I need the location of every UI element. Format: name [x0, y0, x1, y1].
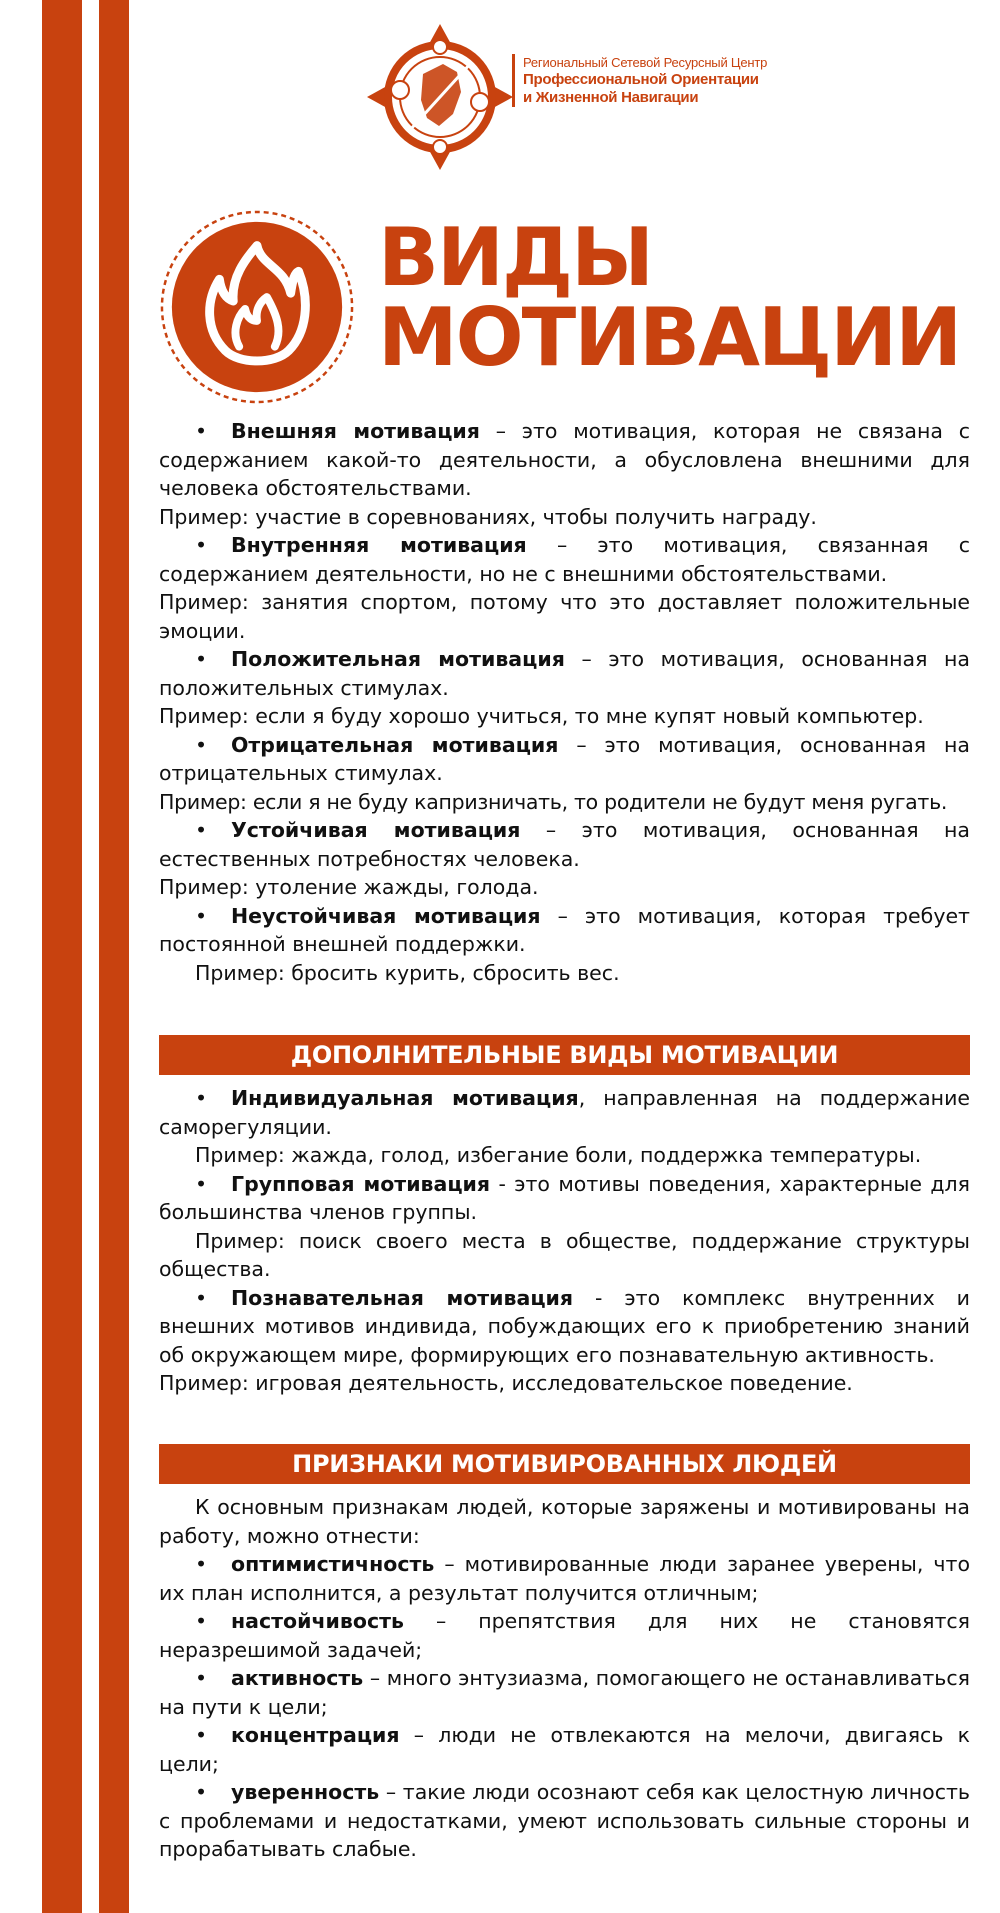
list-item: • Неустойчивая мотивация – это мотивация, которая требует постоянной внешней поддержки. [159, 903, 971, 956]
list-item: • настойчивость – препятствия для них не становятся неразрешимой задачей; [159, 1609, 970, 1662]
example-text: Пример: игровая деятельность, исследовательское поведение. [159, 1371, 853, 1395]
intro-text: К основным признакам людей, которые заряжены и мотивированы на работу, можно отнести: [159, 1495, 970, 1548]
list-item: • Отрицательная мотивация – это мотивация, основанная на отрицательных стимулах. [159, 732, 970, 785]
title-line-1: ВИДЫ [378, 211, 653, 304]
list-item: • концентрация – люди не отвлекаются на мелочи, двигаясь к цели; [159, 1723, 970, 1776]
signs-list [159, 1493, 970, 1864]
compass-logo-icon [365, 22, 515, 172]
list-item: • Положительная мотивация – это мотивация, основанная на положительных стимулах. [159, 647, 970, 700]
list-item: • Внутренняя мотивация – это мотивация, связанная с содержанием деятельности, но не с внешними обстоятельствами. [159, 533, 971, 586]
section-heading-additional: ДОПОЛНИТЕЛЬНЫЕ ВИДЫ МОТИВАЦИИ [159, 1035, 970, 1075]
decorative-stripe-left [42, 0, 82, 1913]
example-text: Пример: жажда, голод, избегание боли, поддержка температуры. [195, 1143, 922, 1167]
org-line-1: Региональный Сетевой Ресурсный Центр [523, 55, 768, 70]
example-text: Пример: участие в соревнованиях, чтобы получить награду. [159, 504, 817, 529]
section-heading-signs: ПРИЗНАКИ МОТИВИРОВАННЫХ ЛЮДЕЙ [159, 1444, 970, 1484]
org-line-3: и Жизненной Навигации [523, 89, 699, 106]
list-item: • уверенность – такие люди осознают себя как целостную личность с проблемами и недостатками, умеют использовать сильные стороны и прорабатывать слабые. [159, 1780, 970, 1861]
list-item: • Групповая мотивация - это мотивы поведения, характерные для большинства членов группы. [159, 1171, 970, 1224]
org-line-2: Профессиональной Ориентации [523, 71, 759, 88]
additional-types-list [159, 1084, 970, 1398]
example-text: Пример: поиск своего места в обществе, поддержание структуры общества. [159, 1228, 970, 1281]
decorative-stripe-right [99, 0, 129, 1913]
list-item: • Индивидуальная мотивация, направленная на поддержание саморегуляции. [159, 1086, 971, 1139]
example-text: Пример: утоление жажды, голода. [159, 875, 539, 899]
list-item: • активность – много энтузиазма, помогающего не останавливаться на пути к цели; [159, 1666, 970, 1719]
motivation-types-list [159, 417, 970, 987]
example-text: Пример: если я не буду капризничать, то родители не будут меня ругать. [159, 789, 948, 814]
list-item: • Познавательная мотивация - это комплекс внутренних и внешних мотивов индивида, побуждающих его к приобретению знаний об окружающем мире, формирующих его познавательную активность. [159, 1285, 970, 1367]
organization-name [512, 54, 803, 107]
example-text: Пример: если я буду хорошо учиться, то мне купят новый компьютер. [159, 704, 924, 728]
list-item: • оптимистичность – мотивированные люди заранее уверены, что их план исполнится, а результат получится отличным; [159, 1552, 970, 1605]
example-text: Пример: бросить курить, сбросить вес. [195, 960, 620, 985]
flame-icon [158, 208, 356, 406]
title-line-2: МОТИВАЦИИ [378, 291, 961, 384]
list-item: • Внешняя мотивация – это мотивация, которая не связана с содержанием какой-то деятельности, а обусловлена внешними для человека обстоятельствами. [159, 419, 970, 500]
example-text: Пример: занятия спортом, потому что это доставляет положительные эмоции. [159, 590, 970, 643]
page-title [378, 211, 961, 384]
list-item: • Устойчивая мотивация – это мотивация, основанная на естественных потребностях человека. [159, 818, 970, 871]
